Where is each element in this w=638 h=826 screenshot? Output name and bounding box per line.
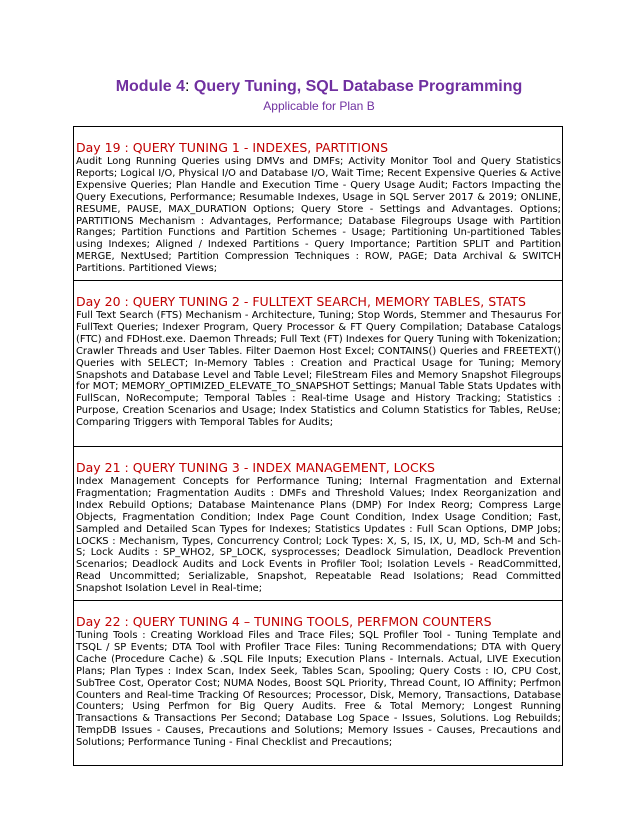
header (0, 77, 638, 114)
module-name: Query Tuning, SQL Database Programming (189, 78, 523, 95)
day-20-title: Day 20 : QUERY TUNING 2 - FULLTEXT SEARCH, MEMORY TABLES, STATS (76, 294, 526, 309)
module-label: Module 4 (115, 78, 186, 95)
syllabus-box (73, 126, 563, 766)
day-21-title: Day 21 : QUERY TUNING 3 - INDEX MANAGEMENT, LOCKS (76, 460, 435, 475)
day-21-section (74, 447, 562, 601)
day-20-section (74, 281, 562, 447)
day-19-section (74, 127, 562, 281)
title-colon: : (185, 78, 190, 95)
module-title (0, 77, 638, 97)
day-22-body: Tuning Tools : Creating Workload Files and Trace Files; SQL Profiler Tool - Tuning Template and TSQL / SP Events; DTA Tool with Profiler Trace Files: Tuning Recommendations; DTA with Query Cache (Procedure Cache) & .SQL File Inputs; Execution Plans - Internals. Actual, LIVE Execution Plans; Plan Types : Index Scan, Index Seek, Tables Scan, Spooling; Query Costs : IO, CPU Cost, SubTree Cost, Operator Cost; NUMA Nodes, Boost SQL Priority, Thread Count, IO Affinity; Perfmon Counters and Real-time Tracking Of Resources; Processor, Disk, Memory, Transactions, Database Counters; Using Perfmon for Big Query Audits. Free & Total Memory; Longest Running Transactions & Transactions Per Second; Database Log Space - Issues, Solutions. Log Rebuilds; TempDB Issues - Causes, Precautions and Solutions; Memory Issues - Causes, Precautions and Solutions; Performance Tuning - Final Checklist and Precautions; (76, 630, 561, 749)
day-22-title: Day 22 : QUERY TUNING 4 – TUNING TOOLS, PERFMON COUNTERS (76, 614, 492, 629)
plan-subtitle: Applicable for Plan B (263, 99, 375, 113)
day-21-body: Index Management Concepts for Performance Tuning; Internal Fragmentation and External Fragmentation; Fragmentation Audits : DMFs and Threshold Values; Index Reorganization and Index Rebuild Options; Database Maintenance Plans (DMP) For Index Reorg; Compress Large Objects, Fragmentation Condition; Index Page Count Condition, Index Usage Condition; Fast, Sampled and Detailed Scan Types for Indexes; Statistics Updates : Full Scan Options, DMP Jobs; LOCKS : Mechanism, Types, Concurrency Control; Lock Types: X, S, IS, IX, U, MD, Sch-M and Sch-S; Lock Audits : SP_WHO2, SP_LOCK, sysprocesses; Deadlock Simulation, Deadlock Prevention Scenarios; Deadlock Audits and Lock Events in Profiler Tool; Isolation Levels - ReadCommitted, Read Uncommitted; Serializable, Snapshot, Repeatable Read Isolations; Read Committed Snapshot Isolation Level in Real-time; (76, 476, 561, 595)
day-19-body: Audit Long Running Queries using DMVs and DMFs; Activity Monitor Tool and Query Statistics Reports; Logical I/O, Physical I/O and Database I/O, Wait Time; Recent Expensive Queries & Active Expensive Queries; Plan Handle and Execution Time - Query Usage Audit; Factors Impacting the Query Executions, Performance; Resumable Indexes, Usage in SQL Server 2017 & 2019; ONLINE, RESUME, PAUSE, MAX_DURATION Options; Query Store - Settings and Advantages. Options; PARTITIONS Mechanism : Advantages, Performance; Database Filegroups Usage with Partition Ranges; Partition Functions and Partition Schemes - Usage; Partitioning Un-partitioned Tables using Indexes; Aligned / Indexed Partitions - Query Importance; Partition SPLIT and Partition MERGE, NextUsed; Partition Compression Techniques : ROW, PAGE; Data Archival & SWITCH Partitions. Partitioned Views; (76, 156, 561, 275)
day-22-section (74, 601, 562, 765)
day-19-title: Day 19 : QUERY TUNING 1 - INDEXES, PARTITIONS (76, 140, 389, 155)
day-20-body: Full Text Search (FTS) Mechanism - Architecture, Tuning; Stop Words, Stemmer and Thesaurus For FullText Queries; Indexer Program, Query Processor & FT Query Compilation; Database Catalogs (FTC) and FDHost.exe. Daemon Threads; Full Text (FT) Indexes for Query Tuning with Tokenization; Crawler Threads and User Tables. Filter Daemon Host Excel; CONTAINS() Queries and FREETEXT() Queries with SELECT; In-Memory Tables : Creation and Practical Usage for Tuning; Memory Snapshots and Database Level and Table Level; FileStream Files and Memory Snapshot Filegroups for MOT; MEMORY_OPTIMIZED_ELEVATE_TO_SNAPSHOT Settings; Manual Table Stats Updates with FullScan, NoRecompute; Temporal Tables : Real-time Usage and History Tracking; Statistics : Purpose, Creation Scenarios and Usage; Index Statistics and Column Statistics for Tables, ReUse; Comparing Triggers with Temporal Tables for Audits; (76, 310, 561, 429)
